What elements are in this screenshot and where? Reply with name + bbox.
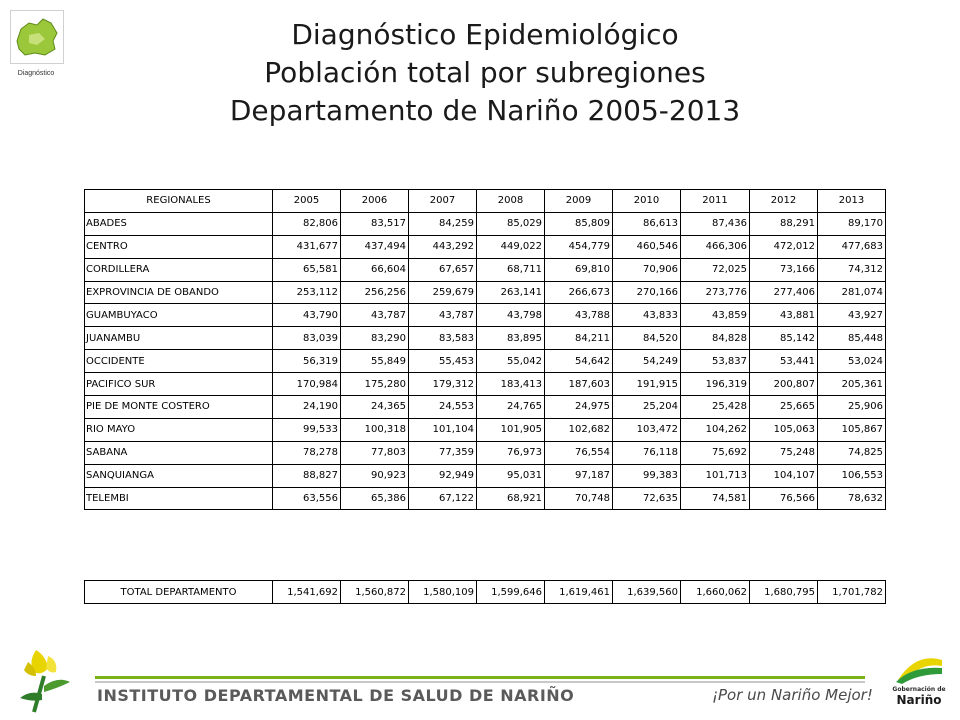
slogan: ¡Por un Nariño Mejor! (712, 686, 873, 704)
population-cell: 55,453 (409, 350, 477, 373)
population-cell: 101,713 (681, 464, 750, 487)
population-cell: 78,278 (273, 441, 341, 464)
government-logo-line-2: Nariño (896, 693, 942, 707)
footer-divider-green (95, 676, 865, 679)
header-cell: 2012 (750, 190, 818, 213)
population-table (84, 189, 886, 510)
population-cell: 43,927 (818, 304, 886, 327)
header-cell: 2009 (545, 190, 613, 213)
population-cell: 67,657 (409, 258, 477, 281)
population-cell: 53,837 (681, 350, 750, 373)
table-row (85, 464, 886, 487)
population-cell: 76,118 (613, 441, 681, 464)
government-emblem-icon (886, 650, 952, 684)
footer-divider-gray (95, 681, 865, 683)
population-cell: 24,975 (545, 396, 613, 419)
population-cell: 431,677 (273, 235, 341, 258)
population-cell: 43,787 (409, 304, 477, 327)
region-name-cell: ABADES (85, 212, 273, 235)
population-cell: 77,359 (409, 441, 477, 464)
population-cell: 106,553 (818, 464, 886, 487)
table-row (85, 212, 886, 235)
header-cell: 2007 (409, 190, 477, 213)
population-cell: 24,190 (273, 396, 341, 419)
population-cell: 74,581 (681, 487, 750, 510)
total-label: TOTAL DEPARTAMENTO (85, 581, 273, 604)
population-cell: 104,107 (750, 464, 818, 487)
population-cell: 56,319 (273, 350, 341, 373)
population-cell: 101,905 (477, 418, 545, 441)
population-cell: 83,517 (341, 212, 409, 235)
total-cell: 1,541,692 (273, 581, 341, 604)
population-cell: 205,361 (818, 373, 886, 396)
population-cell: 460,546 (613, 235, 681, 258)
population-cell: 179,312 (409, 373, 477, 396)
population-cell: 102,682 (545, 418, 613, 441)
population-cell: 24,765 (477, 396, 545, 419)
population-cell: 65,386 (341, 487, 409, 510)
population-cell: 74,825 (818, 441, 886, 464)
population-cell: 76,554 (545, 441, 613, 464)
title-line-2: Población total por subregiones (264, 56, 706, 89)
population-cell: 67,122 (409, 487, 477, 510)
population-cell: 43,790 (273, 304, 341, 327)
table-row (85, 304, 886, 327)
population-cell: 84,259 (409, 212, 477, 235)
title-line-1: Diagnóstico Epidemiológico (291, 18, 679, 51)
total-cell: 1,580,109 (409, 581, 477, 604)
population-cell: 87,436 (681, 212, 750, 235)
population-cell: 69,810 (545, 258, 613, 281)
total-cell: 1,701,782 (818, 581, 886, 604)
population-cell: 54,642 (545, 350, 613, 373)
total-cell: 1,599,646 (477, 581, 545, 604)
population-cell: 84,211 (545, 327, 613, 350)
population-cell: 83,583 (409, 327, 477, 350)
region-name-cell: JUANAMBU (85, 327, 273, 350)
population-cell: 99,383 (613, 464, 681, 487)
logo-caption: Diagnóstico (17, 70, 55, 77)
population-cell: 105,063 (750, 418, 818, 441)
population-cell: 68,921 (477, 487, 545, 510)
total-cell: 1,619,461 (545, 581, 613, 604)
population-cell: 53,024 (818, 350, 886, 373)
population-cell: 95,031 (477, 464, 545, 487)
population-cell: 191,915 (613, 373, 681, 396)
header-cell: 2008 (477, 190, 545, 213)
table-row (85, 487, 886, 510)
population-cell: 70,748 (545, 487, 613, 510)
header-cell: 2011 (681, 190, 750, 213)
population-cell: 72,635 (613, 487, 681, 510)
population-cell: 75,248 (750, 441, 818, 464)
population-cell: 54,249 (613, 350, 681, 373)
population-cell: 77,803 (341, 441, 409, 464)
population-cell: 88,291 (750, 212, 818, 235)
region-name-cell: SABANA (85, 441, 273, 464)
table-row (85, 235, 886, 258)
population-cell: 78,632 (818, 487, 886, 510)
population-cell: 85,029 (477, 212, 545, 235)
population-cell: 105,867 (818, 418, 886, 441)
title-line-3: Departamento de Nariño 2005-2013 (229, 94, 741, 127)
population-cell: 259,679 (409, 281, 477, 304)
population-cell: 65,581 (273, 258, 341, 281)
total-cell: 1,560,872 (341, 581, 409, 604)
region-name-cell: SANQUIANGA (85, 464, 273, 487)
header-cell: 2010 (613, 190, 681, 213)
population-cell: 454,779 (545, 235, 613, 258)
institution-name: INSTITUTO DEPARTAMENTAL DE SALUD DE NARIÑO (97, 686, 575, 705)
population-cell: 73,166 (750, 258, 818, 281)
population-cell: 466,306 (681, 235, 750, 258)
population-cell: 55,849 (341, 350, 409, 373)
table-row (85, 327, 886, 350)
government-logo-line-1: Gobernación de (892, 686, 946, 693)
population-cell: 24,365 (341, 396, 409, 419)
population-cell: 83,290 (341, 327, 409, 350)
population-cell: 85,809 (545, 212, 613, 235)
population-cell: 25,906 (818, 396, 886, 419)
population-cell: 25,665 (750, 396, 818, 419)
population-cell: 76,566 (750, 487, 818, 510)
region-name-cell: CENTRO (85, 235, 273, 258)
table-row (85, 281, 886, 304)
population-cell: 25,428 (681, 396, 750, 419)
population-cell: 83,895 (477, 327, 545, 350)
population-cell: 277,406 (750, 281, 818, 304)
population-cell: 443,292 (409, 235, 477, 258)
population-cell: 266,673 (545, 281, 613, 304)
region-name-cell: TELEMBI (85, 487, 273, 510)
population-cell: 183,413 (477, 373, 545, 396)
population-cell: 63,556 (273, 487, 341, 510)
population-cell: 84,520 (613, 327, 681, 350)
population-cell: 281,074 (818, 281, 886, 304)
header-cell: 2013 (818, 190, 886, 213)
population-cell: 101,104 (409, 418, 477, 441)
population-cell: 43,788 (545, 304, 613, 327)
population-cell: 82,806 (273, 212, 341, 235)
population-cell: 477,683 (818, 235, 886, 258)
population-cell: 72,025 (681, 258, 750, 281)
region-name-cell: CORDILLERA (85, 258, 273, 281)
flower-icon (14, 646, 80, 714)
population-cell: 253,112 (273, 281, 341, 304)
institute-logo (14, 646, 80, 714)
table-row (85, 396, 886, 419)
population-cell: 103,472 (613, 418, 681, 441)
total-cell: 1,639,560 (613, 581, 681, 604)
population-cell: 55,042 (477, 350, 545, 373)
population-cell: 43,881 (750, 304, 818, 327)
total-cell: 1,660,062 (681, 581, 750, 604)
population-cell: 449,022 (477, 235, 545, 258)
population-cell: 76,973 (477, 441, 545, 464)
table-row (85, 350, 886, 373)
population-cell: 187,603 (545, 373, 613, 396)
population-cell: 196,319 (681, 373, 750, 396)
population-cell: 68,711 (477, 258, 545, 281)
table-row (85, 418, 886, 441)
population-cell: 89,170 (818, 212, 886, 235)
department-map-logo (10, 10, 64, 64)
header-cell: 2006 (341, 190, 409, 213)
total-table (84, 580, 886, 604)
region-name-cell: PACIFICO SUR (85, 373, 273, 396)
table-row (85, 258, 886, 281)
population-cell: 104,262 (681, 418, 750, 441)
population-cell: 200,807 (750, 373, 818, 396)
population-cell: 263,141 (477, 281, 545, 304)
table-row (85, 373, 886, 396)
region-name-cell: PIE DE MONTE COSTERO (85, 396, 273, 419)
population-cell: 24,553 (409, 396, 477, 419)
population-cell: 43,798 (477, 304, 545, 327)
total-row (85, 581, 886, 604)
population-cell: 273,776 (681, 281, 750, 304)
population-cell: 97,187 (545, 464, 613, 487)
population-cell: 43,833 (613, 304, 681, 327)
population-cell: 437,494 (341, 235, 409, 258)
map-icon (11, 11, 63, 63)
population-cell: 99,533 (273, 418, 341, 441)
population-cell: 83,039 (273, 327, 341, 350)
region-name-cell: OCCIDENTE (85, 350, 273, 373)
population-cell: 86,613 (613, 212, 681, 235)
population-cell: 25,204 (613, 396, 681, 419)
population-cell: 92,949 (409, 464, 477, 487)
population-cell: 90,923 (341, 464, 409, 487)
table-header-row (85, 190, 886, 213)
population-cell: 256,256 (341, 281, 409, 304)
table-row (85, 441, 886, 464)
population-cell: 100,318 (341, 418, 409, 441)
population-cell: 66,604 (341, 258, 409, 281)
government-logo-text (886, 686, 952, 707)
population-cell: 270,166 (613, 281, 681, 304)
population-cell: 70,906 (613, 258, 681, 281)
population-cell: 85,448 (818, 327, 886, 350)
region-name-cell: EXPROVINCIA DE OBANDO (85, 281, 273, 304)
region-name-cell: RIO MAYO (85, 418, 273, 441)
population-cell: 88,827 (273, 464, 341, 487)
region-name-cell: GUAMBUYACO (85, 304, 273, 327)
population-cell: 175,280 (341, 373, 409, 396)
total-cell: 1,680,795 (750, 581, 818, 604)
population-cell: 43,787 (341, 304, 409, 327)
population-cell: 75,692 (681, 441, 750, 464)
header-cell: 2005 (273, 190, 341, 213)
population-cell: 84,828 (681, 327, 750, 350)
page-title (150, 16, 820, 130)
population-cell: 43,859 (681, 304, 750, 327)
population-cell: 74,312 (818, 258, 886, 281)
population-cell: 170,984 (273, 373, 341, 396)
population-cell: 472,012 (750, 235, 818, 258)
population-cell: 85,142 (750, 327, 818, 350)
header-cell: REGIONALES (85, 190, 273, 213)
population-cell: 53,441 (750, 350, 818, 373)
